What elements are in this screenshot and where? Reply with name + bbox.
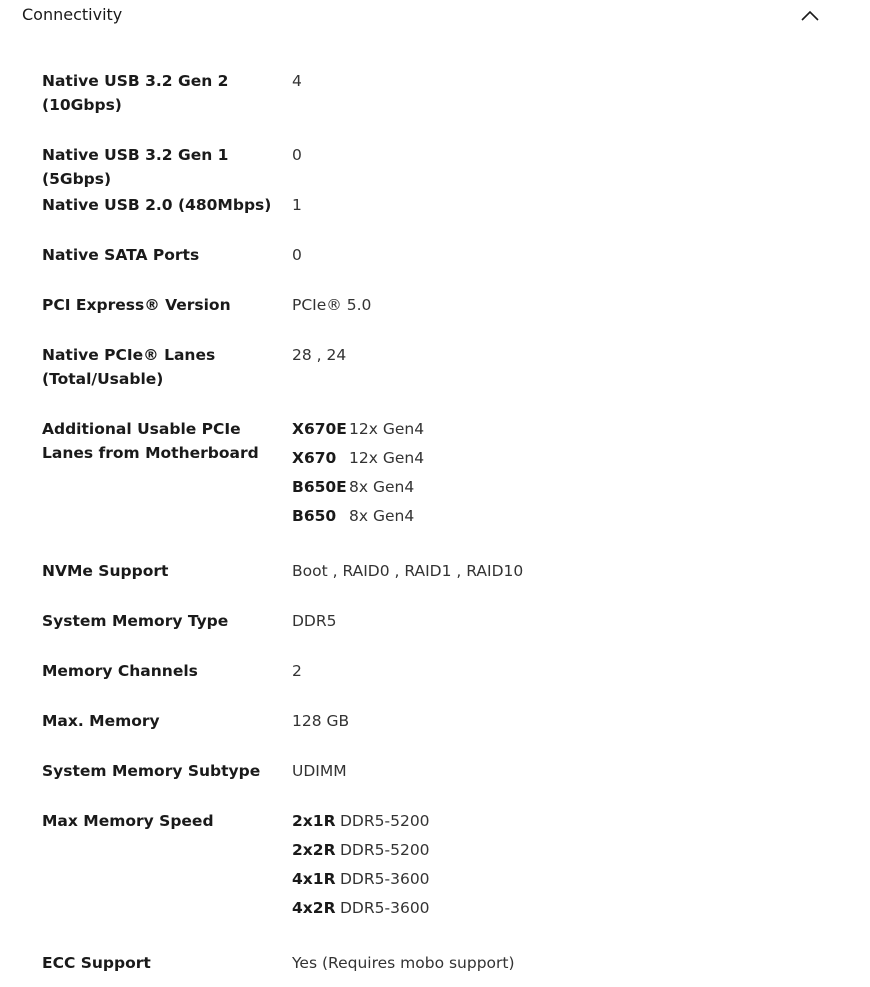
connectivity-accordion-header[interactable] bbox=[0, 0, 870, 34]
memory-speed: DDR5-5200 bbox=[340, 841, 430, 859]
spec-value: UDIMM bbox=[292, 762, 347, 780]
spec-label: System Memory Type bbox=[42, 612, 229, 630]
spec-label: Native USB 3.2 Gen 1 (5Gbps) bbox=[42, 146, 229, 188]
memory-speed: DDR5-3600 bbox=[340, 899, 430, 917]
chipset-lane-item bbox=[292, 504, 424, 533]
memory-speed-list bbox=[292, 809, 430, 925]
chipset-lanes: 12x Gen4 bbox=[349, 449, 425, 467]
memory-config: 4x1R bbox=[292, 870, 336, 888]
spec-label: NVMe Support bbox=[42, 562, 169, 580]
spec-value: 4 bbox=[292, 72, 302, 90]
chipset-name: X670E bbox=[292, 420, 347, 438]
memory-speed-item bbox=[292, 809, 430, 838]
spec-value: 28 , 24 bbox=[292, 346, 347, 364]
spec-value: 128 GB bbox=[292, 712, 350, 730]
spec-label: Memory Channels bbox=[42, 662, 198, 680]
spec-label: Max. Memory bbox=[42, 712, 160, 730]
spec-value: 1 bbox=[292, 196, 302, 214]
spec-value: Yes (Requires mobo support) bbox=[292, 954, 515, 972]
chipset-name: X670 bbox=[292, 449, 337, 467]
chipset-lanes: 12x Gen4 bbox=[349, 420, 425, 438]
spec-value: PCIe® 5.0 bbox=[292, 296, 372, 314]
chevron-up-icon[interactable] bbox=[800, 7, 820, 23]
spec-value: Boot , RAID0 , RAID1 , RAID10 bbox=[292, 562, 524, 580]
spec-label: Additional Usable PCIe Lanes from Motherboard bbox=[42, 420, 259, 462]
memory-speed: DDR5-5200 bbox=[340, 812, 430, 830]
chipset-lanes: 8x Gen4 bbox=[349, 478, 415, 496]
spec-value: 0 bbox=[292, 146, 302, 164]
spec-label: Native PCIe® Lanes (Total/Usable) bbox=[42, 346, 216, 388]
memory-config: 2x2R bbox=[292, 841, 336, 859]
spec-label: ECC Support bbox=[42, 954, 151, 972]
chipset-lane-item bbox=[292, 446, 424, 475]
chipset-lanes: 8x Gen4 bbox=[349, 507, 415, 525]
spec-label: Native USB 3.2 Gen 2 (10Gbps) bbox=[42, 72, 229, 114]
spec-label: Native SATA Ports bbox=[42, 246, 200, 264]
spec-label: Native USB 2.0 (480Mbps) bbox=[42, 196, 272, 214]
spec-value: 0 bbox=[292, 246, 302, 264]
chipset-name: B650E bbox=[292, 478, 347, 496]
memory-speed-item bbox=[292, 838, 430, 867]
spec-label: Max Memory Speed bbox=[42, 812, 214, 830]
memory-speed-item bbox=[292, 896, 430, 925]
memory-speed-item bbox=[292, 867, 430, 896]
spec-label: PCI Express® Version bbox=[42, 296, 231, 314]
spec-label: System Memory Subtype bbox=[42, 762, 261, 780]
spec-value: 2 bbox=[292, 662, 302, 680]
spec-value: DDR5 bbox=[292, 612, 337, 630]
memory-config: 2x1R bbox=[292, 812, 336, 830]
section-title: Connectivity bbox=[22, 5, 123, 24]
memory-config: 4x2R bbox=[292, 899, 336, 917]
chipset-lane-item bbox=[292, 475, 424, 504]
chipset-name: B650 bbox=[292, 507, 337, 525]
memory-speed: DDR5-3600 bbox=[340, 870, 430, 888]
chipset-lane-item bbox=[292, 417, 424, 446]
chipset-lane-list bbox=[292, 417, 424, 533]
